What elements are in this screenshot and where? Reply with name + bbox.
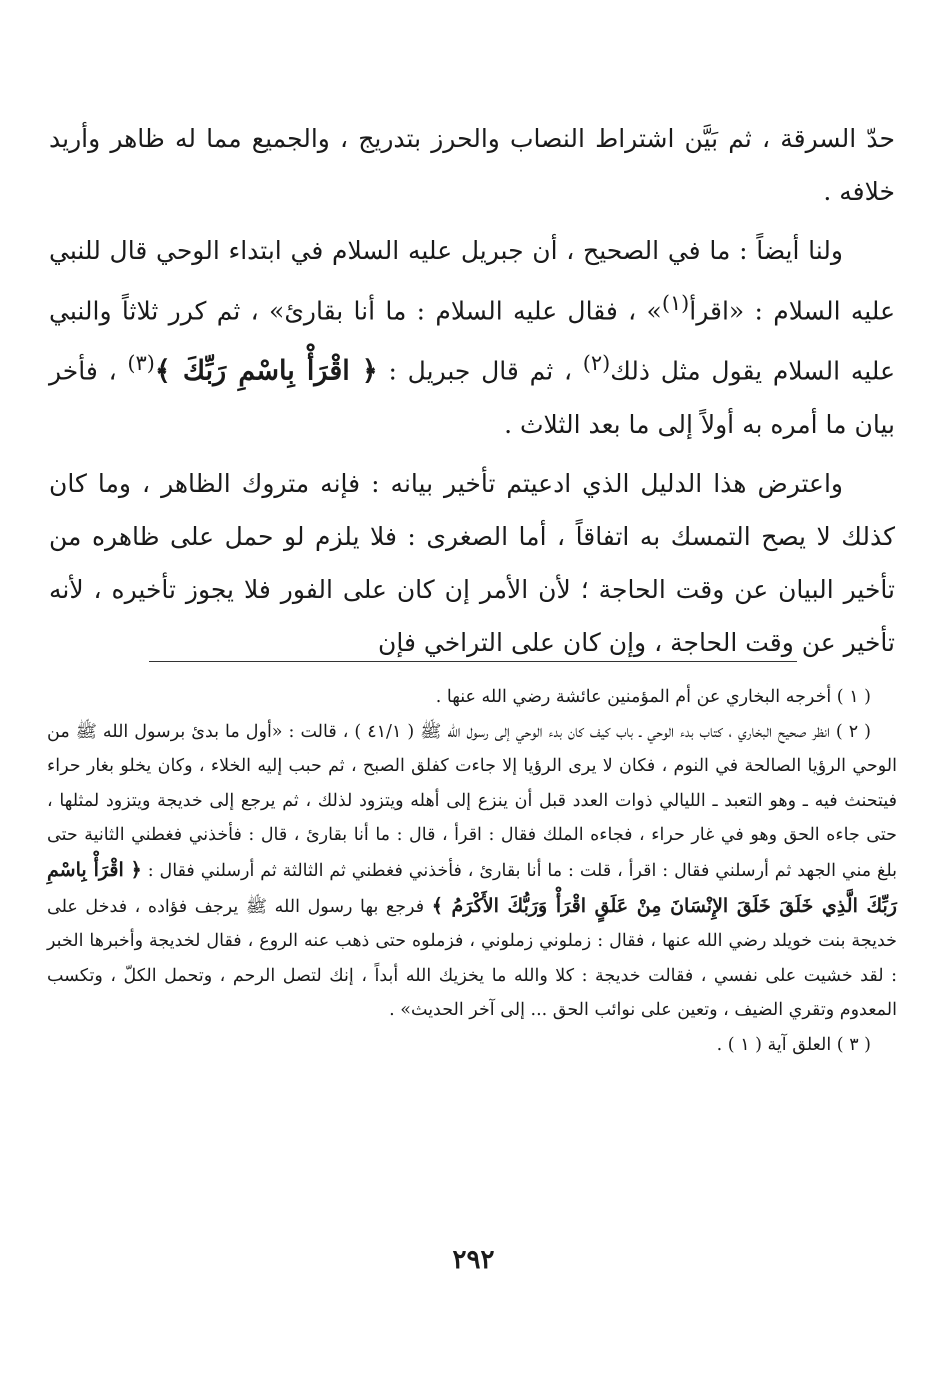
text-run: ، فأخر بيان ما أمره به أولاً إلى ما بعد الثلاث . <box>49 356 895 439</box>
main-text <box>49 112 895 669</box>
footnote-ref-3: (٣) <box>127 351 155 376</box>
page-number: ٢٩٢ <box>452 1245 495 1275</box>
footnote-text: فرجع بها رسول الله ﷺ يرجف فؤاده ، فدخل على خديجة بنت خويلد رضي الله عنها ، فقال : زملوني زملوني ، فزملوه حتى ذهب عنه الروع ، فقال لخديجة وأخبرها الخبر : لقد خشيت على نفسي ، فقالت خديجة : كلا والله ما يخزيك الله أبداً ، إنك لتصل الرحم ، وتحمل الكلّ ، وتكسب المعدوم وتقري الضيف ، وتعين على نوائب الحق ... إلى آخر الحديث» . <box>47 896 897 1021</box>
footnote-separator <box>149 661 797 662</box>
text-run: » ، فقال عليه السلام : ما أنا بقارئ» ، ثم كرر ثلاثاً والنبي عليه السلام يقول مثل ذلك <box>49 296 896 386</box>
footnote-1: ( ١ ) أخرجه البخاري عن أم المؤمنين عائشة رضي الله عنها . <box>435 687 871 707</box>
paragraph <box>49 224 895 451</box>
footnote-ref-1: (١) <box>661 291 690 315</box>
text-run: حدّ السرقة ، ثم بَيَّن اشتراط النصاب والحرز بتدريج ، والجميع مما له ظاهر وأريد خلافه . <box>49 124 895 206</box>
quran-verse: ﴿ اقْرَأْ بِاسْمِ رَبِّكَ ﴾ <box>154 355 378 387</box>
text-run: ولنا أيضاً : ما في الصحيح ، أن جبريل عليه السلام في ابتداء الوحي قال للنبي عليه السلام : «اقرأ <box>49 236 895 326</box>
text-run: واعترض هذا الدليل الذي ادعيتم تأخير بيانه : فإنه متروك الظاهر ، وما كان كذلك لا يصح التمسك به اتفاقاً ، أما الصغرى : فلا يلزم لو حمل على ظاهره من تأخير البيان عن وقت الحاجة ؛ لأن الأمر إن كان على الفور فلا يجوز تأخيره ، لأنه تأخير عن وقت الحاجة ، وإن كان على التراخي فإن <box>49 468 895 657</box>
footnotes <box>47 680 897 1063</box>
paragraph <box>49 112 895 218</box>
footnote-3: ( ٣ ) العلق آية ( ١ ) . <box>716 1034 871 1055</box>
footnote-ref-2: (٢) <box>582 351 611 376</box>
quran-verse: ﴿ اقْرَأْ بِاسْمِ رَبِّكَ الَّذِي خَلَقَ خَلَقَ الإِنْسَانَ مِنْ عَلَقٍ اقْرَأْ وَرَبُّكَ الأَكْرَمُ ﴾ <box>47 858 897 917</box>
footnote-text: ( ٢ ) انظر صحيح البخاري ، كتاب بدء الوحي ـ باب كيف كان بدء الوحي إلى رسول الله ﷺ ( ٤١/١ ) ، قالت : «أول ما بدئ برسول الله ﷺ من الوحي الرؤيا الصالحة في النوم ، فكان لا يرى الرؤيا إلا جاءت كفلق الصبح ، ثم حبب إليه الخلاء ، وكان يخلو بغار حراء فيتحنث فيه ـ وهو التعبد ـ الليالي ذوات العدد قبل أن ينزع إلى أهله ويتزود لذلك ، ثم يرجع إلى خديجة ويتزود لمثلها ، حتى جاءه الحق وهو في غار حراء ، فجاءه الملك فقال : اقرأ ، قال : ما أنا بقارئ ، قال : فأخذني فغطني الثانية حتى بلغ مني الجهد ثم أرسلني فقال : اقرأ ، قلت : ما أنا بقارئ ، فأخذني فغطني ثم الثالثة ثم أرسلني فقال : <box>47 721 898 881</box>
footnote-2 <box>47 715 897 1028</box>
paragraph <box>49 457 895 669</box>
text-run: ، ثم قال جبريل : <box>377 356 583 386</box>
